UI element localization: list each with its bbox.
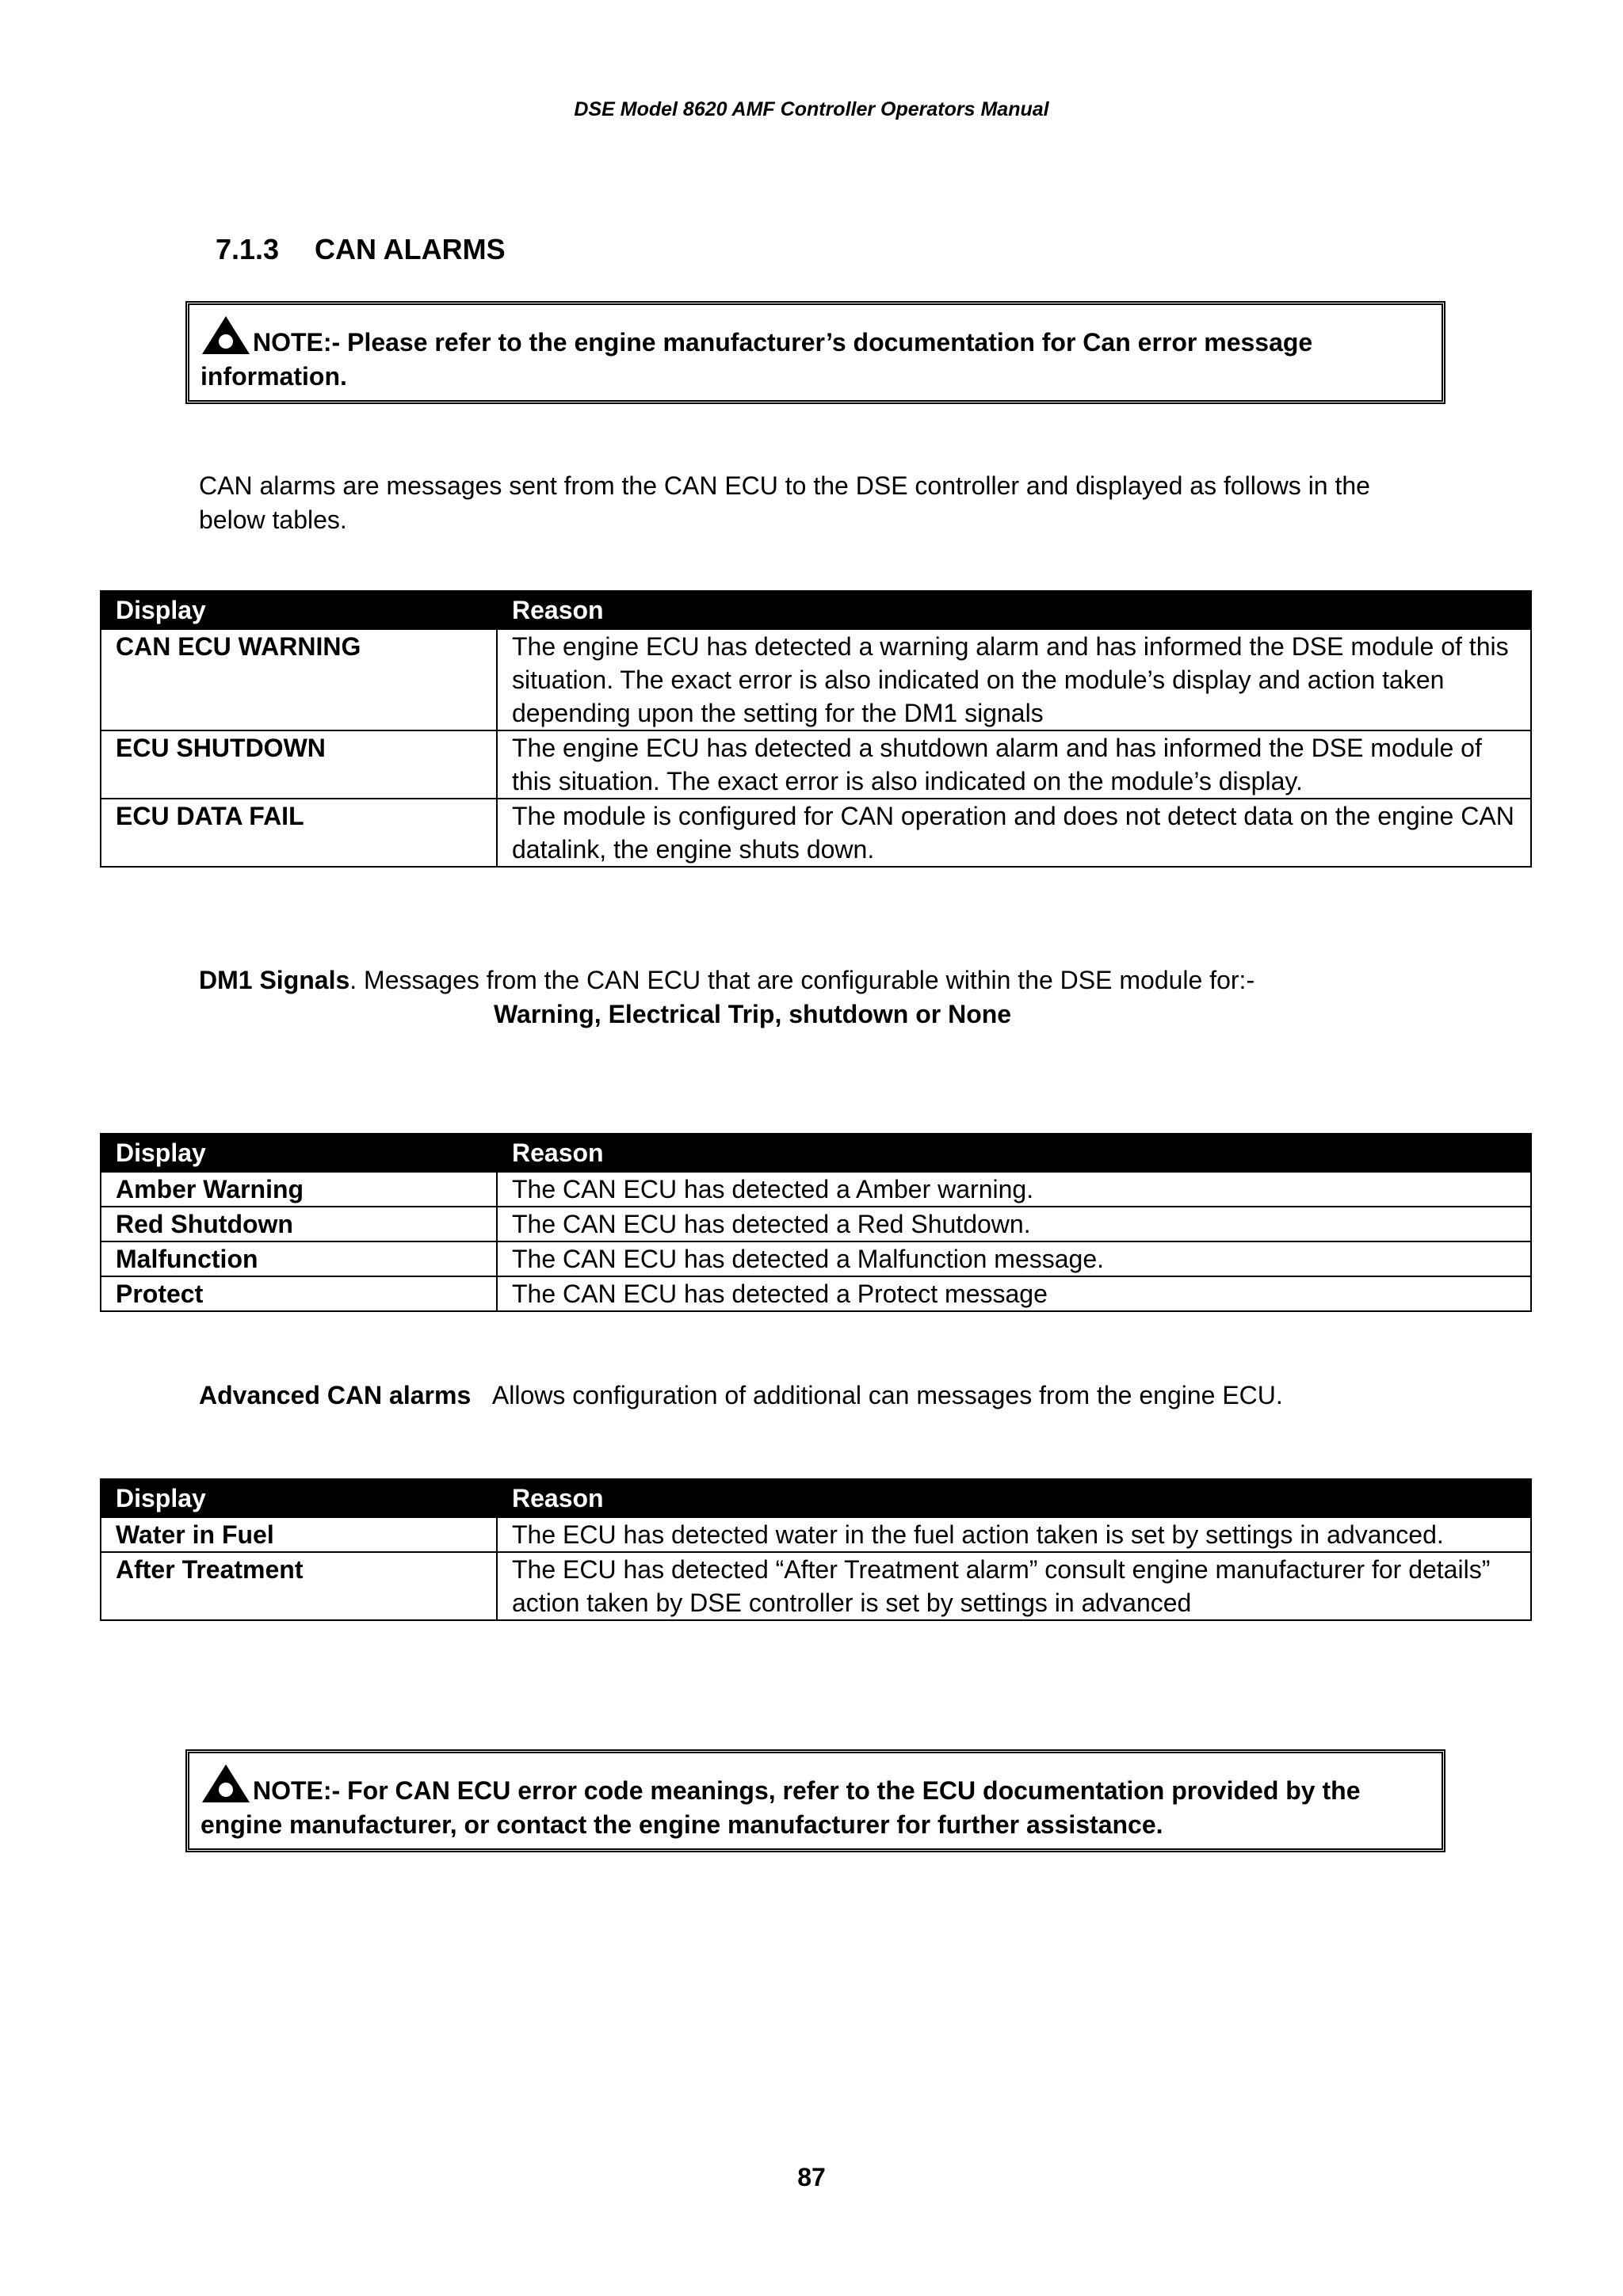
reason-cell: The CAN ECU has detected a Protect message — [497, 1276, 1531, 1311]
note-text: NOTE:- For CAN ECU error code meanings, refer to the ECU documentation provided by the engine manufacturer, or contact the engine manufacturer for further assistance. — [200, 1776, 1361, 1839]
column-header-reason: Reason — [497, 1134, 1531, 1172]
reason-cell: The module is configured for CAN operation and does not detect data on the engine CAN datalink, the engine shuts down. — [497, 799, 1531, 867]
table-row — [101, 629, 1531, 730]
reason-cell: The ECU has detected water in the fuel action taken is set by settings in advanced. — [497, 1517, 1531, 1552]
note-box — [185, 301, 1445, 404]
warning-icon — [200, 315, 251, 356]
table-row — [101, 730, 1531, 799]
advanced-text: Allows configuration of additional can messages from the engine ECU. — [491, 1381, 1283, 1409]
reason-cell: The CAN ECU has detected a Malfunction message. — [497, 1241, 1531, 1276]
column-header-display: Display — [101, 591, 497, 629]
display-cell: ECU DATA FAIL — [101, 799, 497, 867]
column-header-display: Display — [101, 1134, 497, 1172]
advanced-can-alarms-table — [100, 1478, 1532, 1621]
dm1-options: Warning, Electrical Trip, shutdown or None — [494, 1000, 1012, 1028]
display-cell: ECU SHUTDOWN — [101, 730, 497, 799]
display-cell: CAN ECU WARNING — [101, 629, 497, 730]
display-cell: Amber Warning — [101, 1172, 497, 1207]
column-header-display: Display — [101, 1479, 497, 1517]
table-header-row — [101, 591, 1531, 629]
table-row — [101, 1517, 1531, 1552]
table-row — [101, 1207, 1531, 1241]
reason-cell: The engine ECU has detected a warning alarm and has informed the DSE module of this situation. The exact error is also indicated on the module’s display and action taken depending upon the setting for the DM1 signals — [497, 629, 1531, 730]
intro-paragraph: CAN alarms are messages sent from the CAN ECU to the DSE controller and displayed as follows in the below tables. — [199, 471, 1370, 534]
advanced-label: Advanced CAN alarms — [199, 1381, 472, 1409]
table-header-row — [101, 1479, 1531, 1517]
table-row — [101, 799, 1531, 867]
display-cell: Water in Fuel — [101, 1517, 497, 1552]
table-row — [101, 1552, 1531, 1620]
table-row — [101, 1276, 1531, 1311]
table-header-row — [101, 1134, 1531, 1172]
display-cell: After Treatment — [101, 1552, 497, 1620]
dm1-label: DM1 Signals — [199, 966, 350, 994]
reason-cell: The CAN ECU has detected a Red Shutdown. — [497, 1207, 1531, 1241]
reason-cell: The ECU has detected “After Treatment alarm” consult engine manufacturer for details” action taken by DSE controller is set by settings in advanced — [497, 1552, 1531, 1620]
display-cell: Malfunction — [101, 1241, 497, 1276]
section-title: CAN ALARMS — [315, 233, 506, 265]
column-header-reason: Reason — [497, 591, 1531, 629]
table-row — [101, 1241, 1531, 1276]
section-heading — [216, 233, 506, 266]
dm1-signals-table — [100, 1133, 1532, 1312]
note-text: NOTE:- Please refer to the engine manufacturer’s documentation for Can error message information. — [200, 328, 1313, 391]
note-box — [185, 1749, 1445, 1852]
column-header-reason: Reason — [497, 1479, 1531, 1517]
page-number: 87 — [797, 2163, 826, 2191]
display-cell: Protect — [101, 1276, 497, 1311]
display-cell: Red Shutdown — [101, 1207, 497, 1241]
dm1-text: . Messages from the CAN ECU that are configurable within the DSE module for:- — [349, 966, 1255, 994]
warning-icon — [200, 1763, 251, 1804]
reason-cell: The engine ECU has detected a shutdown alarm and has informed the DSE module of this situation. The exact error is also indicated on the module’s display. — [497, 730, 1531, 799]
can-alarms-table — [100, 590, 1532, 868]
table-row — [101, 1172, 1531, 1207]
running-header: DSE Model 8620 AMF Controller Operators Manual — [574, 98, 1049, 120]
advanced-can-alarms-paragraph — [199, 1379, 1530, 1413]
section-number: 7.1.3 — [216, 233, 280, 265]
dm1-signals-paragraph — [199, 963, 1451, 997]
reason-cell: The CAN ECU has detected a Amber warning. — [497, 1172, 1531, 1207]
